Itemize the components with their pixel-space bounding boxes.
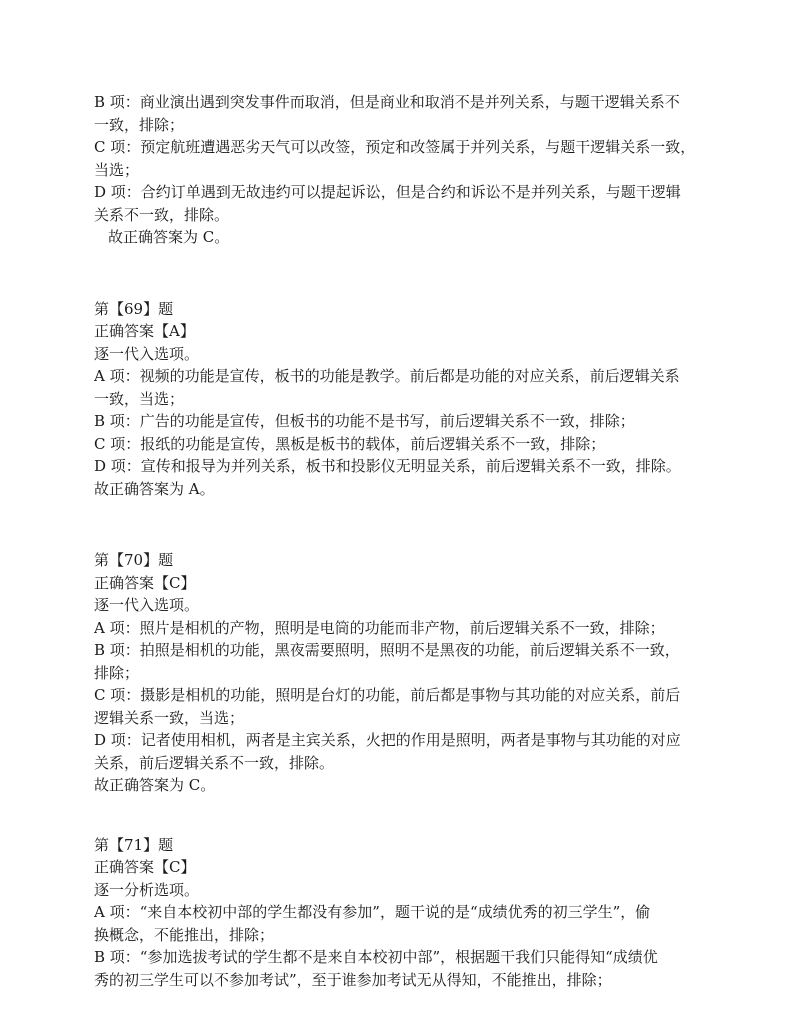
explanation-line: B 项：广告的功能是宣传，但板书的功能不是书写，前后逻辑关系不一致，排除； [94,412,635,430]
question-title: 第【70】题 [94,551,174,569]
option-c-line: C 项：预定航班遭遇恶劣天气可以改签，预定和改签属于并列关系，与题干逻辑关系一致， [94,138,696,156]
correct-answer: 正确答案【C】 [94,573,196,592]
explanation-line: 排除； [94,663,140,682]
explanation-line: B 项：拍照是相机的功能，黑夜需要照明，照明不是黑夜的功能，前后逻辑关系不一致， [94,641,680,659]
question-title: 第【69】题 [94,299,174,318]
conclusion-line: 故正确答案为 A。 [94,479,215,498]
explanation-line: D 项：宣传和报导为并列关系，板书和投影仪无明显关系，前后逻辑关系不一致，排除。 [94,457,681,475]
explanation-line: 关系，前后逻辑关系不一致，排除。 [94,753,335,772]
document-page [94,91,716,991]
option-c-line-cont: 当选； [94,160,140,179]
q68-explanation-tail [94,91,716,249]
explanation-line: A 项：“来自本校初中部的学生都没有参加”，题干说的是“成绩优秀的初三学生”，偷 [94,903,651,921]
conclusion-line: 故正确答案为 C。 [94,776,216,794]
explanation-line: 秀的初三学生可以不参加考试”，至于谁参加考试无从得知，不能推出，排除； [94,970,612,989]
explanation-line: 换概念，不能推出，排除； [94,925,275,944]
explanation-line: C 项：摄影是相机的功能，照明是台灯的功能，前后都是事物与其功能的对应关系，前后 [94,686,681,704]
option-d-line: D 项：合约订单遇到无故违约可以提起诉讼，但是合约和诉讼不是并列关系，与题干逻辑 [94,183,681,201]
explanation-line: 一致，当选； [94,389,185,408]
explanation-line: D 项：记者使用相机，两者是主宾关系，火把的作用是照明，两者是事物与其功能的对应 [94,731,681,749]
explanation-line: 逻辑关系一致，当选； [94,708,245,727]
question-70 [94,549,716,797]
correct-answer: 正确答案【C】 [94,858,196,876]
option-b-line: B 项：商业演出遇到突发事件而取消，但是商业和取消不是并列关系，与题干逻辑关系不 [94,93,680,111]
explanation-line: B 项：“参加选拔考试的学生都不是来自本校初中部”，根据题干我们只能得知“成绩优 [94,948,658,966]
question-71 [94,834,716,992]
conclusion-line: 故正确答案为 C。 [108,228,230,246]
explanation-line: 逐一分析选项。 [94,880,200,899]
option-d-line-cont: 关系不一致，排除。 [94,205,230,224]
explanation-line: C 项：报纸的功能是宣传，黑板是板书的载体，前后逻辑关系不一致，排除； [94,434,606,453]
explanation-line: A 项：视频的功能是宣传，板书的功能是教学。前后都是功能的对应关系，前后逻辑关系 [94,367,680,385]
explanation-line: 逐一代入选项。 [94,344,200,363]
question-69 [94,298,716,501]
explanation-line: 逐一代入选项。 [94,596,200,614]
question-title: 第【71】题 [94,835,174,854]
option-b-line-cont: 一致，排除； [94,115,185,134]
correct-answer: 正确答案【A】 [94,322,195,340]
explanation-line: A 项：照片是相机的产物，照明是电筒的功能而非产物，前后逻辑关系不一致，排除； [94,618,665,637]
